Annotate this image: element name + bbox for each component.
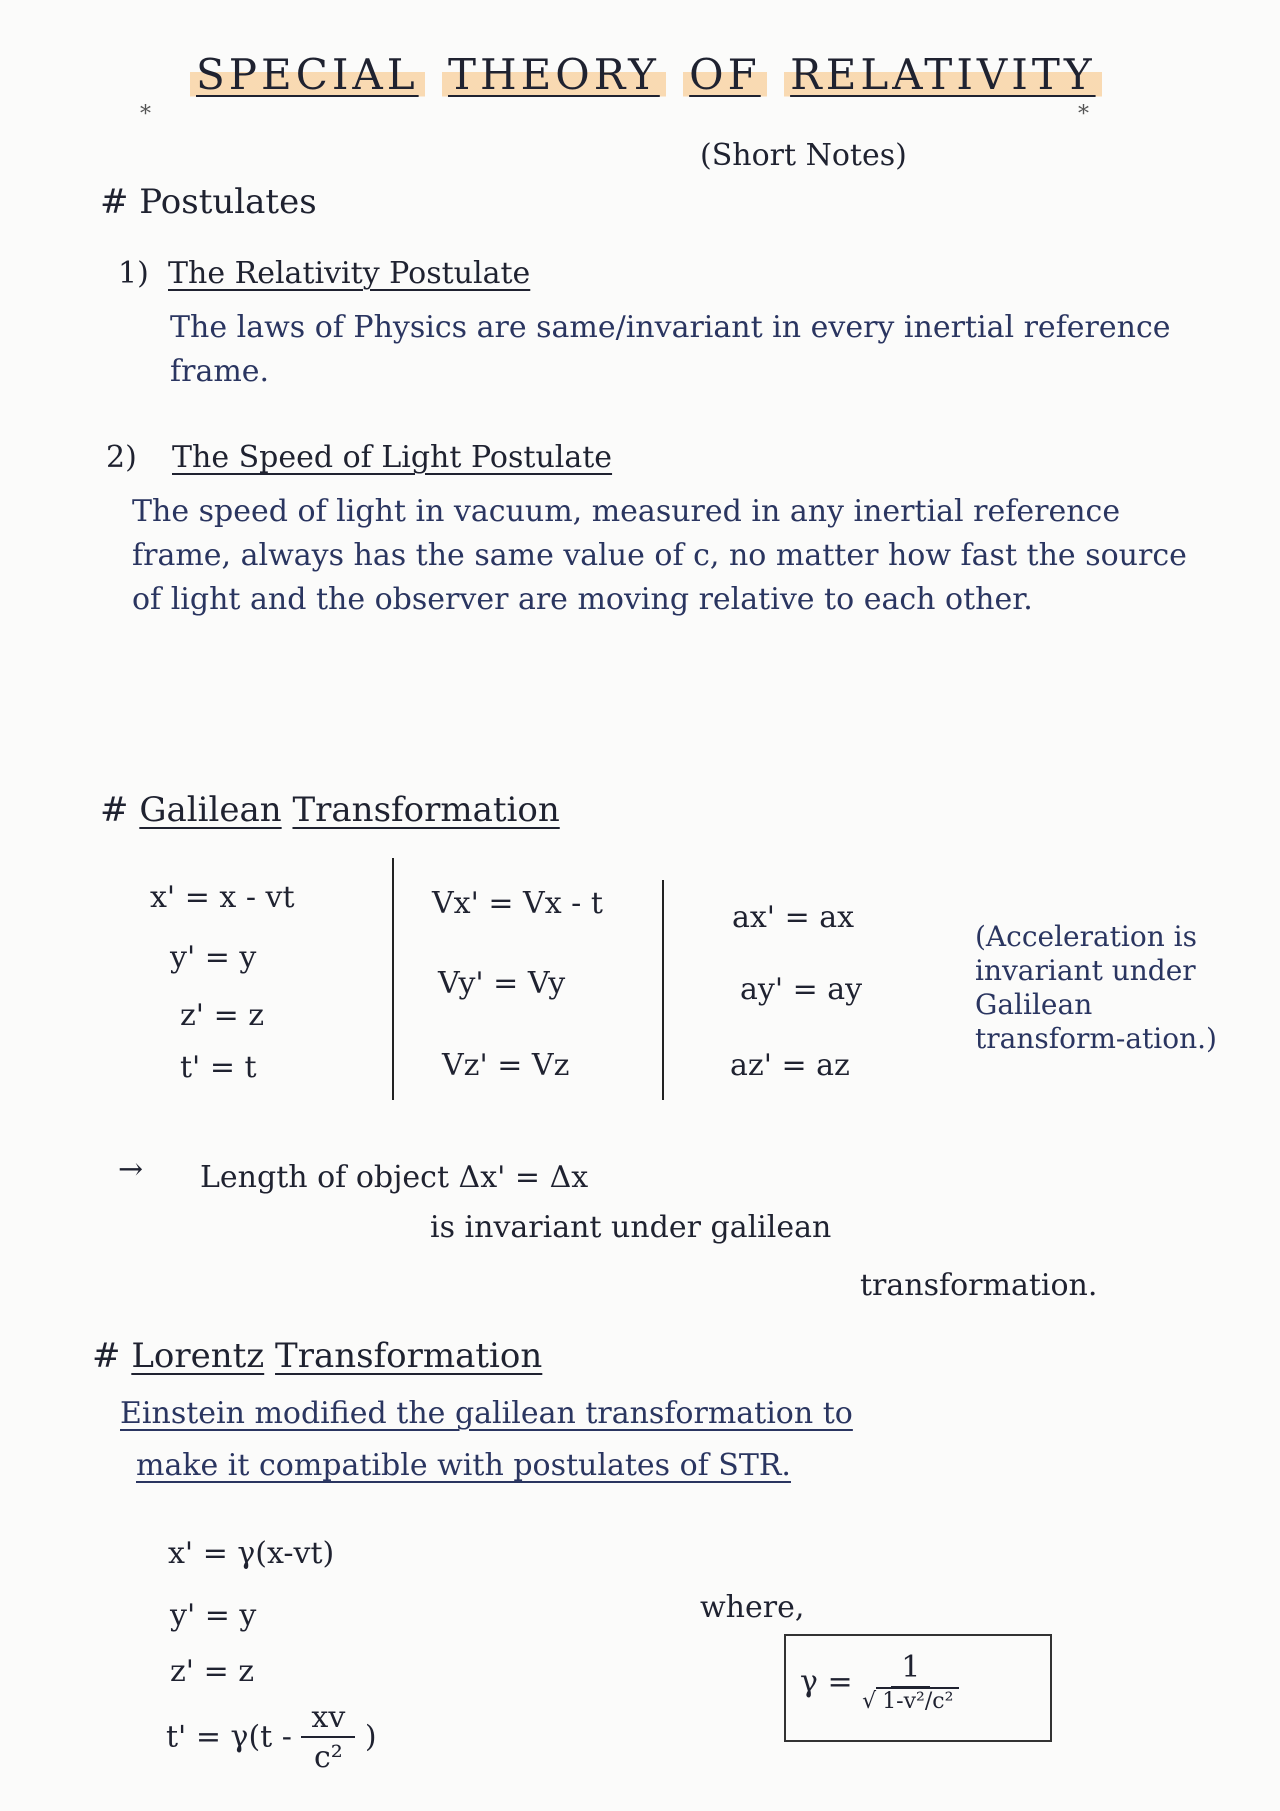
postulate-1-text: The laws of Physics are same/invariant in every inertial reference frame. [170,310,1171,389]
gamma-formula [800,1650,959,1717]
galilean-heading-word2: Transformation [292,790,560,830]
postulate-1-title: The Relativity Postulate [168,256,531,291]
lorentz-t-left: t' = γ(t - [166,1719,292,1755]
lorentz-t [166,1700,377,1777]
gamma-denominator [862,1688,959,1717]
galilean-y: y' = y [170,940,257,975]
galilean-z: z' = z [180,998,265,1033]
lorentz-z: z' = z [170,1654,255,1689]
page-title [190,50,1102,99]
lorentz-t-fraction [301,1700,355,1777]
galilean-heading-hash: # [100,790,129,830]
galilean-x: x' = x - vt [150,880,295,915]
gamma-numerator: 1 [891,1650,930,1688]
postulate-2-text: The speed of light in vacuum, measured in any inertial reference frame, always has the same value of c, no matter how fast the source of light and the observer are moving relative to each other. [132,494,1187,617]
galilean-vy: Vy' = Vy [438,966,566,1001]
galilean-heading [100,790,560,830]
gamma-root-sign: √ [862,1689,877,1714]
lorentz-heading-word1: Lorentz [131,1336,265,1376]
title-word-of: OF [683,50,767,99]
lorentz-t-numerator: xv [301,1700,355,1738]
gamma-lhs: γ = [800,1664,853,1700]
length-line-3: transformation. [860,1268,1098,1303]
gamma-fraction [862,1650,959,1717]
galilean-heading-word1: Galilean [139,790,282,830]
galilean-divider-1 [392,858,394,1100]
title-star-right: * [1078,102,1089,127]
galilean-vz: Vz' = Vz [442,1048,570,1083]
lorentz-x: x' = γ(x-vt) [168,1536,335,1571]
galilean-t: t' = t [180,1050,257,1085]
lorentz-t-denominator: c² [313,1740,343,1775]
title-star-left: * [140,102,151,127]
galilean-az: az' = az [730,1048,850,1083]
postulate-1-number: 1) [118,256,149,291]
postulate-2-number: 2) [106,440,137,475]
galilean-ay: ay' = ay [740,972,863,1007]
lorentz-line-1: Einstein modified the galilean transformation to [120,1396,853,1431]
galilean-vx: Vx' = Vx - t [432,886,603,921]
where-label: where, [700,1590,805,1625]
title-word-theory: THEORY [442,50,666,99]
postulate-2-title: The Speed of Light Postulate [172,440,613,475]
title-word-relativity: RELATIVITY [784,50,1101,99]
lorentz-heading [92,1336,542,1376]
lorentz-line-2: make it compatible with postulates of STR. [136,1448,791,1483]
title-word-special: SPECIAL [190,50,425,99]
postulates-heading: # Postulates [100,182,317,222]
lorentz-y: y' = y [170,1598,257,1633]
galilean-divider-2 [662,880,664,1100]
galilean-ax: ax' = ax [732,900,855,935]
length-line-1: Length of object Δx' = Δx [200,1160,589,1195]
acceleration-note: (Acceleration is invariant under Galilean transform-ation.) [975,920,1217,1055]
gamma-root-content: 1-v²/c² [876,1687,959,1714]
lorentz-t-right: ) [364,1719,377,1755]
length-arrow: → [118,1152,144,1187]
lorentz-heading-hash: # [92,1336,121,1376]
length-line-2: is invariant under galilean [430,1210,832,1245]
lorentz-heading-word2: Transformation [275,1336,543,1376]
page-subtitle: (Short Notes) [700,138,907,173]
